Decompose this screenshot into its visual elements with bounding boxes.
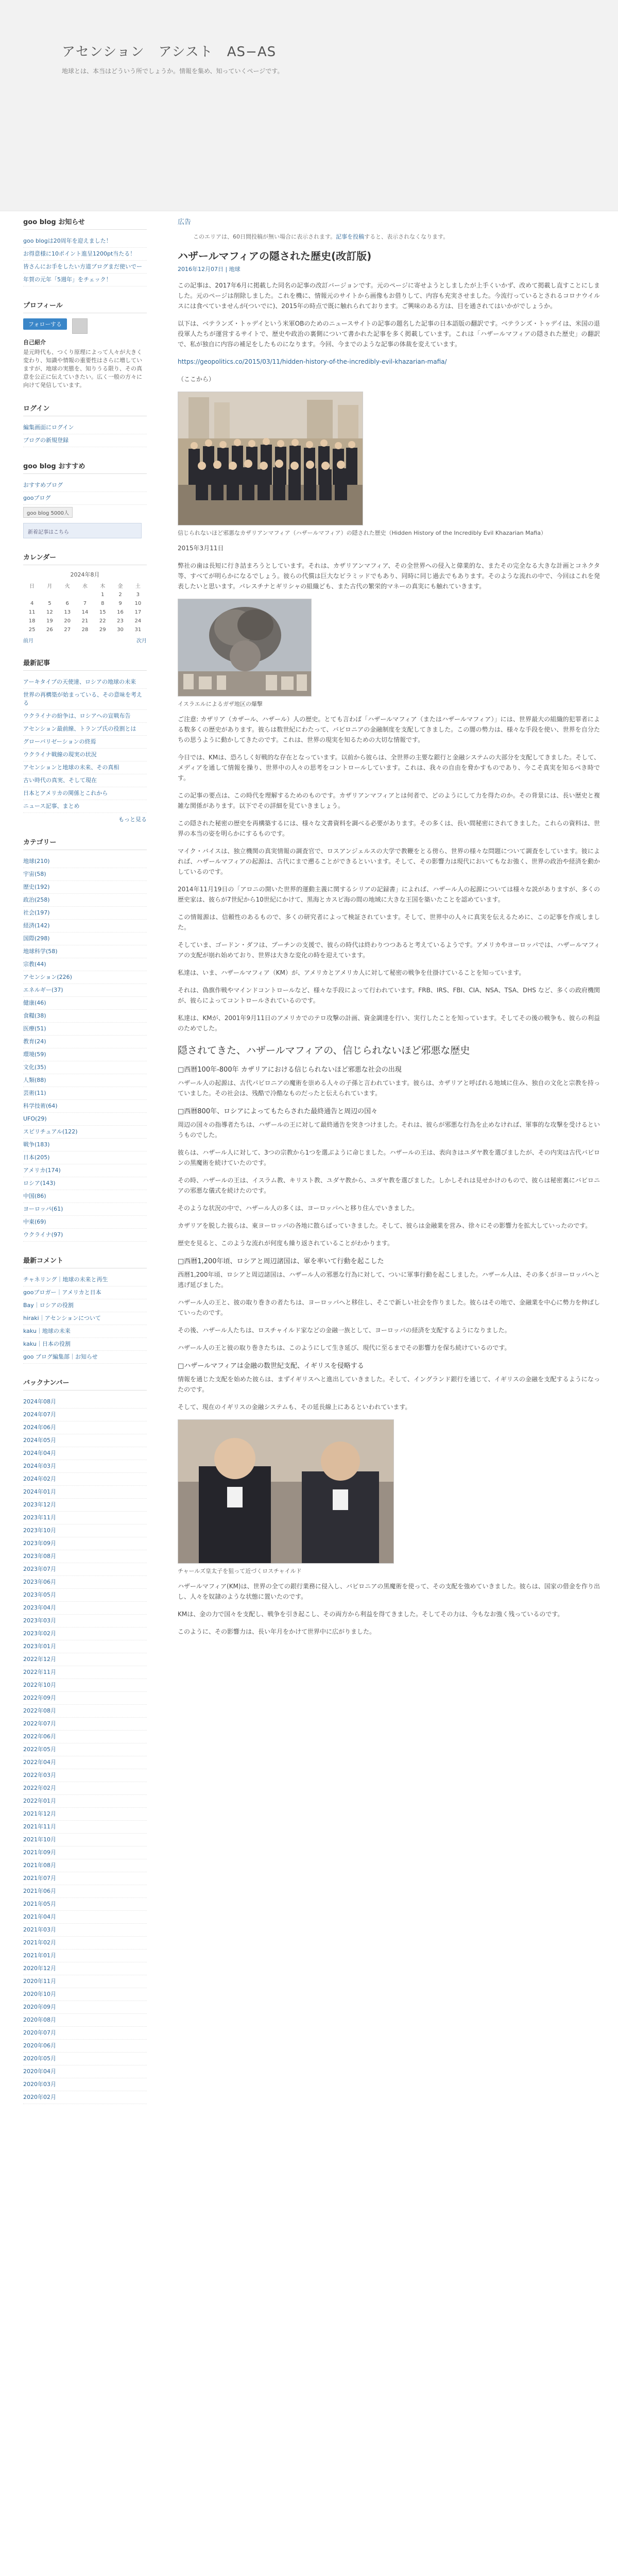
archive-link[interactable]: 2020年09月 xyxy=(23,2001,147,2014)
category-link[interactable]: ロシア(143) xyxy=(23,1177,147,1190)
category-link[interactable]: 地球(210) xyxy=(23,855,147,868)
archive-link[interactable]: 2022年07月 xyxy=(23,1718,147,1731)
archive-link[interactable]: 2021年08月 xyxy=(23,1859,147,1872)
calendar-day[interactable]: 12 xyxy=(46,609,53,615)
calendar-day xyxy=(59,590,76,599)
calendar-day[interactable]: 10 xyxy=(134,601,142,606)
goo-blog-badge[interactable]: goo blog 5000人 xyxy=(23,507,73,518)
notice-text: このエリアは、60日間投稿が無い場合に表示されます。 xyxy=(193,233,336,240)
subsection-heading: □西暦800年、ロシアによってもたらされた最終通告と周辺の国々 xyxy=(178,1108,378,1115)
paragraph: 西暦1,200年頃、ロシアと周辺諸国は、ハザール人の邪悪な行為に対して、ついに軍事行動を起こしました。ハザール人は、その多くがヨーロッパへと逃げ延びました。 xyxy=(178,1271,600,1289)
paragraph: 彼らは、ハザール人に対して、3つの宗教から1つを選ぶように命じました。ハザールの王は、表向きはユダヤ教を選びましたが、その内実は古代バビロンの黒魔術を続けていたのです。 xyxy=(178,1149,600,1166)
archive-link[interactable]: 2022年02月 xyxy=(23,1782,147,1795)
archive-link[interactable]: 2020年07月 xyxy=(23,2027,147,2040)
category-link[interactable]: 国際(298) xyxy=(23,933,147,945)
photo-caption: 信じられないほど邪悪なカザリアンマフィア（ハザールマフィア）の隠された歴史（Hidden History of the Incredibly Evil Khazarian Mafia） xyxy=(178,530,546,536)
archive-link[interactable]: 2021年02月 xyxy=(23,1937,147,1950)
paragraph: ハザール人の王と彼の取り巻きたちは、このようにして生き延び、現代に至るまでその影響力を保ち続けているのです。 xyxy=(178,1344,511,1351)
calendar-next[interactable]: 次月 xyxy=(136,638,147,644)
notice-text: すると、表示されなくなります。 xyxy=(364,233,449,240)
archive-link[interactable]: 2020年05月 xyxy=(23,2053,147,2065)
comment-link[interactable]: gooブロガー｜アメリカと日本 xyxy=(23,1286,147,1299)
calendar-widget xyxy=(23,552,147,644)
profile-widget xyxy=(23,300,147,389)
category-widget xyxy=(23,837,147,1242)
weekday: 木 xyxy=(100,584,106,589)
archive-link[interactable]: 2023年03月 xyxy=(23,1615,147,1628)
paragraph: 私達は、KMが、2001年9月11日のアメリカでのテロ攻撃の計画、資金調達を行い、実行したことを知っています。そしてその後の戦争も、彼らの利益のためでした。 xyxy=(178,1014,600,1032)
archive-list xyxy=(23,1396,147,2104)
recent-article-link[interactable]: 日本とアメリカの関係とこれから xyxy=(23,787,147,800)
archive-link[interactable]: 2021年04月 xyxy=(23,1911,147,1924)
paragraph: ご注意: カザリア（カザール、ハザール）人の歴史。とても言わば「ハザールマフィア（またはハザールマフィア）」には、世界最大の組織的犯罪者による数多くの歴史があります。彼らは数世紀にわたって、バビロニアの金融制度を支配してきました。この闇の勢力は、様々な手段を使い、世界を自分たちの思うように動かしてきたのです。これは、世界の現実を知るための大切な情報です。 xyxy=(178,716,600,743)
category-link[interactable]: エネルギー(37) xyxy=(23,984,147,997)
recent-widget xyxy=(23,657,147,823)
calendar-day[interactable]: 19 xyxy=(46,618,53,624)
archive-link[interactable]: 2023年09月 xyxy=(23,1537,147,1550)
widget-title: goo blog おすすめ xyxy=(23,461,147,474)
calendar-day xyxy=(76,590,94,599)
paragraph: 今日では、KMは、恐ろしく好戦的な存在となっています。以前から彼らは、全世界の主要な銀行と金融システムの大部分を支配してきました。そして、メディアを通して情報を操り、世界中の人々の思考をコントロールしています。これは、我々の自由を脅かすものであり、今こそ真実を知るべき時です。 xyxy=(178,754,600,782)
archive-link[interactable]: 2023年08月 xyxy=(23,1550,147,1563)
archive-link[interactable]: 2022年01月 xyxy=(23,1795,147,1808)
archive-link[interactable]: 2020年11月 xyxy=(23,1975,147,1988)
paragraph: 歴史を見ると、このような流れが何度も繰り返されていることがわかります。 xyxy=(178,1240,394,1247)
comment-link[interactable]: goo ブログ編集部｜お知らせ xyxy=(23,1351,147,1364)
archive-link[interactable]: 2024年02月 xyxy=(23,1473,147,1486)
calendar-day[interactable]: 22 xyxy=(99,618,106,624)
charles-photo-image xyxy=(178,1420,394,1564)
site-header xyxy=(0,0,618,211)
recent-article-link[interactable]: ウクライナ戦線の現実の状況 xyxy=(23,749,147,761)
archive-widget xyxy=(23,1377,147,2104)
category-link[interactable]: 医療(51) xyxy=(23,1023,147,1036)
category-link[interactable]: 科学技術(64) xyxy=(23,1100,147,1113)
post-article-link[interactable]: 記事を投稿 xyxy=(336,233,365,240)
category-link[interactable]: 教育(24) xyxy=(23,1036,147,1048)
calendar-day[interactable]: 25 xyxy=(28,627,36,633)
calendar-day[interactable]: 28 xyxy=(81,627,89,633)
archive-link[interactable]: 2020年02月 xyxy=(23,2091,147,2104)
category-link[interactable]: 健康(46) xyxy=(23,997,147,1010)
weekday: 月 xyxy=(47,584,53,589)
archive-link[interactable]: 2022年09月 xyxy=(23,1692,147,1705)
calendar-day[interactable]: 29 xyxy=(99,627,106,633)
calendar-day[interactable]: 6 xyxy=(65,601,69,606)
notice-item[interactable]: 皆さんにお手をしたい方道ブログまだ使いでー xyxy=(23,261,147,274)
archive-link[interactable]: 2022年12月 xyxy=(23,1653,147,1666)
category-link[interactable]: 日本(205) xyxy=(23,1151,147,1164)
calendar-day[interactable]: 13 xyxy=(64,609,71,615)
paragraph: そのような状況の中で、ハザール人の多くは、ヨーロッパへと移り住んでいきました。 xyxy=(178,1205,419,1212)
calendar-day[interactable]: 23 xyxy=(117,618,124,624)
paragraph: そしていま、ゴードン・ダフは、プーチンの支援で、彼らの時代は終わりつつあると考えているようです。アメリカやヨーロッパでは、ハザールマフィアの支配が崩れ始めており、世界は大きな変化の時を迎えています。 xyxy=(178,941,600,959)
category-link[interactable]: アセンション(226) xyxy=(23,971,147,984)
archive-link[interactable]: 2023年04月 xyxy=(23,1602,147,1615)
calendar-day[interactable]: 14 xyxy=(81,609,89,615)
recent-article-link[interactable]: アセンション最前線、トランプ氏の役割とは xyxy=(23,723,147,736)
paragraph: この隠された秘密の歴史を再構築するには、様々な文書資料を調べる必要があります。その多くは、長い間秘密にされてきました。これらの資料は、世界の本当の姿を明らかにするものです。 xyxy=(178,820,600,837)
archive-link[interactable]: 2023年01月 xyxy=(23,1640,147,1653)
paragraph: それは、偽旗作戦やマインドコントロールなど、様々な手段によって行われています。FRB、IRS、FBI、CIA、NSA、TSA、DHS など、多くの政府機関が、彼らによってコントロールされているのです。 xyxy=(178,987,600,1004)
comment-link[interactable]: hiraki｜アセンションについて xyxy=(23,1312,147,1325)
calendar-day[interactable]: 3 xyxy=(136,592,140,598)
archive-link[interactable]: 2023年05月 xyxy=(23,1589,147,1602)
paragraph: カザリアを脱した彼らは、東ヨーロッパの各地に散らばっていきました。そして、彼らは金融業を営み、徐々にその影響力を拡大していったのです。 xyxy=(178,1222,592,1229)
category-link[interactable]: 歴史(192) xyxy=(23,881,147,894)
calendar-day[interactable]: 18 xyxy=(28,618,36,624)
widget-title: カレンダー xyxy=(23,552,147,565)
recent-article-link[interactable]: 世界の再構築が始まっている、その意味を考える xyxy=(23,689,147,710)
archive-link[interactable]: 2023年12月 xyxy=(23,1499,147,1512)
recent-article-link[interactable]: アセンションと地球の未来、その真相 xyxy=(23,761,147,774)
calendar-day[interactable]: 9 xyxy=(118,601,122,606)
notice-widget xyxy=(23,216,147,286)
archive-link[interactable]: 2020年12月 xyxy=(23,1962,147,1975)
sidebar xyxy=(23,216,147,2576)
category-link[interactable]: 社会(197) xyxy=(23,907,147,920)
archive-link[interactable]: 2024年06月 xyxy=(23,1421,147,1434)
recommend-link[interactable]: gooブログ xyxy=(23,492,147,505)
category-link[interactable]: 政治(258) xyxy=(23,894,147,907)
widget-title: プロフィール xyxy=(23,300,147,313)
archive-link[interactable]: 2021年07月 xyxy=(23,1872,147,1885)
calendar-day[interactable]: 15 xyxy=(99,609,106,615)
archive-link[interactable]: 2020年08月 xyxy=(23,2014,147,2027)
archive-link[interactable]: 2021年03月 xyxy=(23,1924,147,1937)
category-link[interactable]: 芸術(11) xyxy=(23,1087,147,1100)
archive-link[interactable]: 2020年06月 xyxy=(23,2040,147,2053)
paragraph: 私達は、いま、ハザールマフィア（KM）が、アメリカとアメリカ人に対して秘密の戦争を仕掛けていることを知っています。 xyxy=(178,969,525,976)
paragraph: この記事は、2017年6月に掲載した同名の記事の改訂バージョンです。元のページに寄せようとしましたが上手くいかず、改めて掲載し直すことにしました。元のページは削除しました。これを機に、情報元のサイトから画像もお借りして、内容も充実させました。今流行っているとされるコロナウイルスには食べていませんが(ついでに)、2015年の時点で既に触れられております。ご興味のある方は、目を通されてはいかがでしょうか。 xyxy=(178,282,600,310)
site-title[interactable]: アセンション アシスト AS−AS xyxy=(62,44,277,60)
inactive-notice xyxy=(178,232,600,241)
archive-link[interactable]: 2024年03月 xyxy=(23,1460,147,1473)
archive-link[interactable]: 2022年04月 xyxy=(23,1756,147,1769)
widget-title: goo blog お知らせ xyxy=(23,216,147,230)
archive-link[interactable]: 2023年11月 xyxy=(23,1512,147,1524)
paragraph: 2014年11月19日の「アロニの開いた世界的運動主義に関するシリアの記録書」によれば、ハザール人の起源については様々な説がありますが、多くの歴史家は、彼らが7世紀から10世紀にかけて、黒海とカスピ海の間の地域に大きな王国を築いたことを認めています。 xyxy=(178,886,600,903)
archive-link[interactable]: 2021年10月 xyxy=(23,1834,147,1846)
category-link[interactable]: 環境(59) xyxy=(23,1048,147,1061)
widget-title: バックナンバー xyxy=(23,1377,147,1391)
widget-title: ログイン xyxy=(23,403,147,416)
archive-link[interactable]: 2021年11月 xyxy=(23,1821,147,1834)
calendar-day[interactable]: 16 xyxy=(117,609,124,615)
paragraph: その時、ハザールの王は、イスラム教、キリスト教、ユダヤ教から、ユダヤ教を選びました。しかしそれは見せかけのもので、彼らは秘密裏にバビロニアの邪悪な儀式を続けたのです。 xyxy=(178,1177,600,1194)
subsection-heading: □ハザールマフィアは金融の数世紀支配、イギリスを侵略する xyxy=(178,1362,364,1370)
paragraph: この記事の要点は、この時代を理解するためのものです。カザリアンマフィアとは何者で、どのようにして力を得たのか。その背景には、長い歴史と複雑な関係があります。以下でその詳細を見ていきましょう。 xyxy=(178,792,600,809)
site-description: 地球とは、本当はどういう所でしょうか。情報を集め、知っていくページです。 xyxy=(62,67,284,75)
post-title[interactable]: ハザールマフィアの隠された歴史(改訂版) xyxy=(178,250,372,262)
explosion-photo-image xyxy=(178,599,312,697)
profile-text: 是元時代も、つくり原理によって人々が大きく変わり、知識や情報の重要性はさらに増していますが、地球の実態を、知りうる限り、その真意を公正に伝えていきたい。広く一般の方々に向けて発信しています。 xyxy=(23,349,142,388)
archive-link[interactable]: 2022年08月 xyxy=(23,1705,147,1718)
archive-link[interactable]: 2021年01月 xyxy=(23,1950,147,1962)
explosion-photo xyxy=(178,599,312,697)
paragraph: 情報を通じた支配を始めた彼らは、まずイギリスへと進出していきました。そして、イングランド銀行を通じて、イギリスの金融を支配するようになったのです。 xyxy=(178,1376,600,1393)
calendar-day[interactable]: 2 xyxy=(118,592,122,598)
widget-title: 最新記事 xyxy=(23,657,147,671)
group-photo-image xyxy=(178,392,363,526)
recent-article-link[interactable]: ニュース記事、まとめ xyxy=(23,800,147,813)
charles-photo xyxy=(178,1419,394,1564)
archive-link[interactable]: 2023年07月 xyxy=(23,1563,147,1576)
paragraph: マイク・バイスは、独立機関の真実情報の調査官で、ロスアンジェルスの大学で教鞭をとる傍ら、世界の様々な問題について調査をしています。彼によれば、ハザールマフィアの起源は、古代にまで遡ることができるといいます。そして、その影響力は現代においてもなお強く、世界の政治や経済を動かしているのです。 xyxy=(178,848,600,875)
archive-link[interactable]: 2022年11月 xyxy=(23,1666,147,1679)
comment-list xyxy=(23,1274,147,1364)
category-link[interactable]: スピリチュアル(122) xyxy=(23,1126,147,1139)
category-link[interactable]: UFO(29) xyxy=(23,1113,147,1126)
archive-link[interactable]: 2023年06月 xyxy=(23,1576,147,1589)
calendar-prev[interactable]: 前月 xyxy=(23,638,33,644)
weekday: 土 xyxy=(135,584,141,589)
calendar-day[interactable]: 4 xyxy=(30,601,34,606)
calendar-day[interactable]: 24 xyxy=(134,618,142,624)
archive-link[interactable]: 2020年10月 xyxy=(23,1988,147,2001)
calendar-day[interactable]: 30 xyxy=(117,627,124,633)
recent-article-link[interactable]: アーキタイプの天使達、ロシアの地球の未来 xyxy=(23,676,147,689)
recommend-banner[interactable]: 新着記事はこちら xyxy=(23,523,142,538)
recommend-link[interactable]: おすすめブログ xyxy=(23,479,147,492)
category-link[interactable]: ヨーロッパ(61) xyxy=(23,1203,147,1216)
comment-link[interactable]: kaku｜日本の役割 xyxy=(23,1338,147,1351)
calendar-day[interactable]: 31 xyxy=(134,627,142,633)
calendar-day[interactable]: 17 xyxy=(134,609,142,615)
calendar-caption: 2024年8月 xyxy=(70,571,100,578)
calendar-day[interactable]: 8 xyxy=(101,601,105,606)
recommend-widget xyxy=(23,461,147,538)
notice-item[interactable]: 年賀の元年「5週年」をチェック！ xyxy=(23,274,147,286)
paragraph: その後、ハザール人たちは、ロスチャイルド家などの金融一族として、ヨーロッパの経済を支配するようになりました。 xyxy=(178,1327,511,1334)
comment-link[interactable]: チャネリング｜地球の未来と再生 xyxy=(23,1274,147,1286)
paragraph: 弊社の歯は長短に行き詰まろうとしています。それは、カザリアンマフィア、その全世界への侵入と偉業的な、またその完全なる大きな計画とコネクタ等、すべてが明らかになるでしょう。彼らの代償は巨大なピラミッドでもあり、同時に同じ過去でもあります。そのような流れの中で、今回はこれを発表したいと思います。パレスチナとギリシャの組織ども、また古代の繁栄的マネーの真実にも触れていきます。 xyxy=(178,562,600,590)
recent-article-link[interactable]: ウクライナの紛争は、ロシアへの宣戦布告 xyxy=(23,710,147,723)
ad-label[interactable]: 広告 xyxy=(178,218,192,226)
source-link[interactable]: https://geopolitics.co/2015/03/11/hidden-history-of-the-incredibly-evil-khazarian-mafia/ xyxy=(178,358,447,365)
paragraph: 以下は、ベテランズ・トゥデイという米軍OBのためのニュースサイトの記事の題名した記事の日本語版の翻訳です。ベテランズ・トゥデイは、米国の退役軍人たちが運営するサイトで、歴史や政治の裏側について書かれた記事を多く掲載しています。これは「ハザールマフィアの隠された歴史」の翻訳で、私が独自に内容の補足をしたものになります。今回、今までのような記事の体裁を変えています。 xyxy=(178,320,600,348)
calendar-day[interactable]: 20 xyxy=(64,618,71,624)
recent-list xyxy=(23,676,147,813)
weekday: 火 xyxy=(64,584,70,589)
calendar-day[interactable]: 21 xyxy=(81,618,89,624)
category-link[interactable]: 人類(88) xyxy=(23,1074,147,1087)
category-link[interactable]: 戦争(183) xyxy=(23,1139,147,1151)
category-link[interactable]: 中東(69) xyxy=(23,1216,147,1229)
login-link[interactable]: 編集画面にログイン xyxy=(23,421,147,434)
main-content xyxy=(178,216,600,2576)
calendar-day[interactable]: 26 xyxy=(46,627,53,633)
weekday: 日 xyxy=(29,584,35,589)
more-link[interactable]: もっと見る xyxy=(118,816,147,823)
paragraph: KMは、金の力で国々を支配し、戦争を引き起こし、その両方から利益を得てきました。そしてその力は、今もなお強く残っているのです。 xyxy=(178,1611,564,1618)
archive-link[interactable]: 2022年06月 xyxy=(23,1731,147,1743)
calendar-day[interactable]: 11 xyxy=(28,609,36,615)
photo-caption: イスラエルによるガザ地区の爆撃 xyxy=(178,701,263,707)
archive-link[interactable]: 2023年02月 xyxy=(23,1628,147,1640)
login-widget xyxy=(23,403,147,447)
category-link[interactable]: 中国(86) xyxy=(23,1190,147,1203)
archive-link[interactable]: 2020年04月 xyxy=(23,2065,147,2078)
profile-label: 自己紹介 xyxy=(23,339,46,346)
archive-link[interactable]: 2021年05月 xyxy=(23,1898,147,1911)
calendar-day[interactable]: 5 xyxy=(48,601,52,606)
paragraph: ハザール人の起源は、古代パビロニアの魔術を崇める人々の子孫と言われています。彼らは、カザリアと呼ばれる地域に住み、独自の文化と宗教を持っていました。その社会は、残酷で冷酷なものだったと伝えられています。 xyxy=(178,1079,600,1097)
archive-link[interactable]: 2021年06月 xyxy=(23,1885,147,1898)
comment-link[interactable]: kaku｜地球の未来 xyxy=(23,1325,147,1338)
comment-link[interactable]: Bay｜ロシアの役割 xyxy=(23,1299,147,1312)
paragraph: このように、その影響力は、長い年月をかけて世界中に広がりました。 xyxy=(178,1628,376,1635)
category-link[interactable]: 文化(35) xyxy=(23,1061,147,1074)
widget-title: カテゴリー xyxy=(23,837,147,850)
widget-title: 最新コメント xyxy=(23,1255,147,1268)
paragraph: 周辺の国々の指導者たちは、ハザールの王に対して最終通告を突きつけました。それは、彼らが邪悪な行為を止めなければ、軍事的な攻撃を受けるというものでした。 xyxy=(178,1121,600,1139)
follow-button[interactable]: フォローする xyxy=(23,318,67,330)
recent-article-link[interactable]: グローバリゼーションの終焉 xyxy=(23,736,147,749)
calendar-day xyxy=(41,590,58,599)
group-photo xyxy=(178,392,363,526)
archive-link[interactable]: 2022年03月 xyxy=(23,1769,147,1782)
category-link[interactable]: 経済(142) xyxy=(23,920,147,933)
category-link[interactable]: 宗教(44) xyxy=(23,958,147,971)
photo-caption: チャールズ皇太子を狙って近づくロスチャイルド xyxy=(178,1568,302,1574)
archive-link[interactable]: 2024年05月 xyxy=(23,1434,147,1447)
archive-link[interactable]: 2023年10月 xyxy=(23,1524,147,1537)
subsection-heading: □西暦100年-800年 カザリアにおける信じられないほど邪悪な社会の出現 xyxy=(178,1066,402,1074)
archive-link[interactable]: 2020年03月 xyxy=(23,2078,147,2091)
weekday: 金 xyxy=(117,584,123,589)
calendar-day[interactable]: 27 xyxy=(64,627,71,633)
calendar-day[interactable]: 1 xyxy=(101,592,105,598)
subsection-heading: □西暦1,200年頃、ロシアと周辺諸国は、軍を率いて行動を起こした xyxy=(178,1258,384,1265)
section-heading: 隠されてきた、ハザールマフィアの、信じられないほど邪悪な歴史 xyxy=(178,1045,470,1056)
category-link[interactable]: 地球科学(58) xyxy=(23,945,147,958)
category-link[interactable]: アメリカ(174) xyxy=(23,1164,147,1177)
paragraph: ハザール人の王と、彼の取り巻きの者たちは、ヨーロッパへと移住し、そこで新しい社会を作りました。彼らはその地で、金融業を中心に勢力を伸ばしていったのです。 xyxy=(178,1299,600,1316)
paragraph: ハザールマフィア(KM)は、世界の全ての銀行業務に侵入し、バビロニアの黒魔術を使って、その支配を強めていきました。彼らは、国家の借金を作り出し、人々を奴隷のような状態に置いたのです。 xyxy=(178,1583,600,1600)
archive-link[interactable]: 2024年07月 xyxy=(23,1409,147,1421)
archive-link[interactable]: 2024年04月 xyxy=(23,1447,147,1460)
calendar-day xyxy=(23,590,41,599)
calendar-day[interactable]: 7 xyxy=(83,601,87,606)
archive-link[interactable]: 2024年01月 xyxy=(23,1486,147,1499)
archive-link[interactable]: 2021年09月 xyxy=(23,1846,147,1859)
category-list xyxy=(23,855,147,1242)
archive-link[interactable]: 2021年12月 xyxy=(23,1808,147,1821)
archive-link[interactable]: 2024年08月 xyxy=(23,1396,147,1409)
paragraph: そして、現在のイギリスの金融システムも、その延長線上にあるといわれています。 xyxy=(178,1403,411,1411)
recent-article-link[interactable]: 古い時代の真実、そして現在 xyxy=(23,774,147,787)
notice-item[interactable]: goo blogは20周年を迎えました！ xyxy=(23,235,147,248)
avatar[interactable] xyxy=(72,318,88,334)
paragraph-date: 2015年3月11日 xyxy=(178,545,224,552)
paragraph: この情報源は、信頼性のあるもので、多くの研究者によって検証されています。そして、世界中の人々に真実を伝えるために、この記事を作成しました。 xyxy=(178,913,600,931)
category-link[interactable]: 宇宙(58) xyxy=(23,868,147,881)
archive-link[interactable]: 2022年05月 xyxy=(23,1743,147,1756)
bracket-note: （ここから） xyxy=(178,376,215,383)
calendar-table xyxy=(23,570,147,634)
weekday: 水 xyxy=(82,584,88,589)
post-date[interactable]: 2016年12月07日 | 地球 xyxy=(178,266,241,273)
comments-widget xyxy=(23,1255,147,1364)
category-link[interactable]: ウクライナ(97) xyxy=(23,1229,147,1242)
notice-item[interactable]: お得意様に10ポイント進呈1200pt当たる！ xyxy=(23,248,147,261)
category-link[interactable]: 食糧(38) xyxy=(23,1010,147,1023)
archive-link[interactable]: 2022年10月 xyxy=(23,1679,147,1692)
register-link[interactable]: ブログの新規登録 xyxy=(23,434,147,447)
